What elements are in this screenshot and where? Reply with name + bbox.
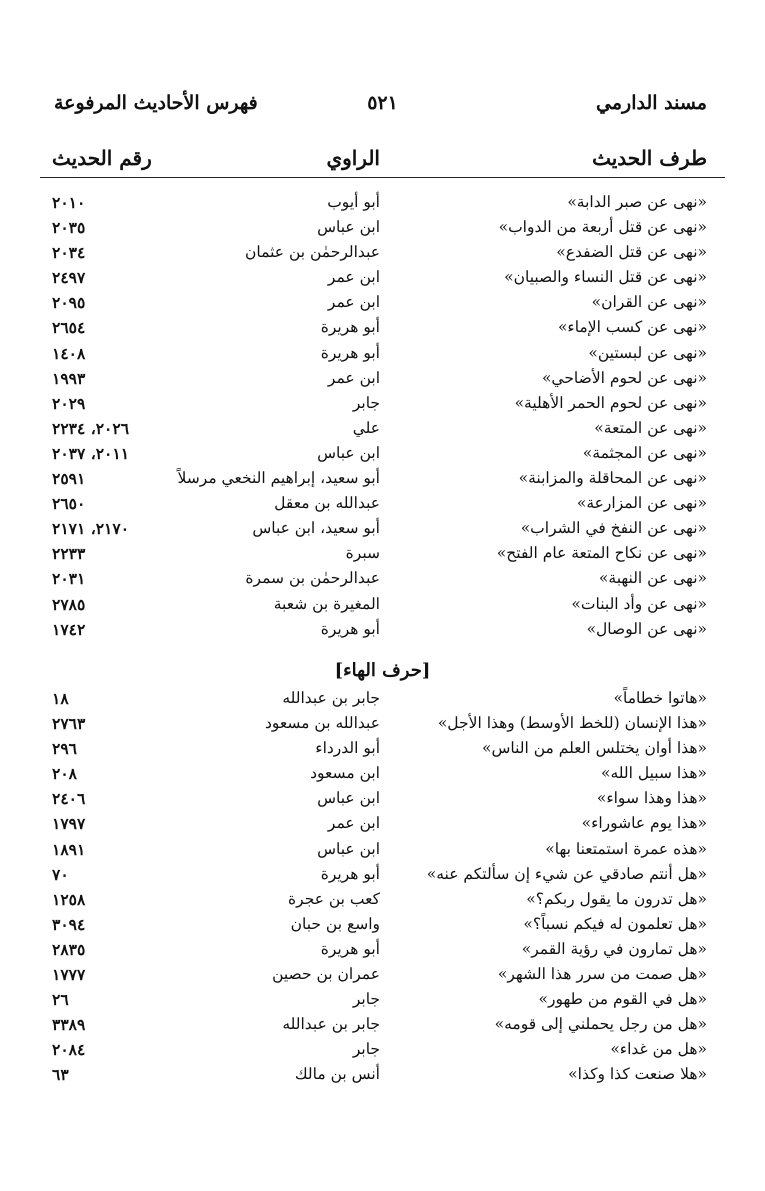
hadith-number: ٣٣٨٩ <box>52 1015 86 1035</box>
hadith-number: ١٨٩١ <box>52 839 86 859</box>
hadith-text: «هذا يوم عاشوراء» <box>581 814 707 833</box>
hadith-number: ٢٩٦ <box>52 739 77 759</box>
hadith-text: «نهى عن القران» <box>591 293 707 312</box>
entry-row <box>40 443 725 468</box>
hadith-number: ٢٠٩٥ <box>52 293 86 313</box>
hadith-text: «نهى عن كسب الإماء» <box>557 318 707 337</box>
hadith-number: ٢٤٩٧ <box>52 268 86 288</box>
hadith-number: ١٤٠٨ <box>52 343 86 363</box>
hadith-text: «هذه عمرة استمتعنا بها» <box>545 839 707 858</box>
hadith-text: «هل أنتم صادقي عن شيء إن سألتكم عنه» <box>426 864 707 883</box>
book-title: مسند الدارمي <box>596 92 707 114</box>
narrator: عبدالله بن معقل <box>274 494 380 513</box>
hadith-number: ٢٨٣٥ <box>52 939 86 959</box>
narrator: ابن عباس <box>317 839 380 858</box>
narrator: جابر <box>352 1040 380 1059</box>
entry-row <box>40 788 725 813</box>
hadith-number: ٢٥٩١ <box>52 469 86 489</box>
entry-row <box>40 292 725 317</box>
entry-row <box>40 418 725 443</box>
hadith-number: ٢٠١٠ <box>52 193 86 212</box>
hadith-number: ٢٢٣٣ <box>52 544 86 564</box>
page-number: ٥٢١ <box>367 92 398 114</box>
column-headers <box>40 143 725 178</box>
hadith-number: ٣٠٩٤ <box>52 914 86 934</box>
entry-row <box>40 493 725 518</box>
entry-row <box>40 964 725 989</box>
hadith-number: ١٩٩٣ <box>52 368 86 388</box>
running-head <box>40 92 725 126</box>
entry-row <box>40 368 725 393</box>
hadith-text: «هاتوا خطاماً» <box>613 689 707 707</box>
narrator: أبو هريرة <box>320 864 380 883</box>
hadith-number: ١٨ <box>52 689 69 708</box>
column-header-number: رقم الحديث <box>52 146 152 170</box>
hadith-text: «هل في القوم من طهور» <box>538 990 707 1009</box>
hadith-text: «نهى عن الوصال» <box>586 619 707 638</box>
hadith-text: «هل تدرون ما يقول ربكم؟» <box>526 889 707 908</box>
entry-row <box>40 568 725 593</box>
hadith-number: ٢٧٦٣ <box>52 714 86 734</box>
narrator: سبرة <box>345 544 380 563</box>
narrator: عبدالله بن مسعود <box>264 714 380 733</box>
entry-row <box>40 813 725 838</box>
narrator: أنس بن مالك <box>294 1065 380 1084</box>
narrator: كعب بن عجرة <box>288 889 380 908</box>
narrator: عبدالرحمٰن بن سمرة <box>245 569 380 588</box>
narrator: أبو هريرة <box>320 343 380 362</box>
hadith-text: «نهى عن المجثمة» <box>582 443 707 462</box>
hadith-number: ١٢٥٨ <box>52 889 86 909</box>
narrator: أبو سعيد، ابن عباس <box>252 519 380 538</box>
column-header-hadith: طرف الحديث <box>592 146 707 170</box>
hadith-text: «هل من غداء» <box>610 1040 707 1059</box>
hadith-text: «نهى عن لحوم الحمر الأهلية» <box>514 393 707 412</box>
entry-row <box>40 939 725 964</box>
hadith-number: ٢٠٣١ <box>52 569 86 589</box>
entry-row <box>40 864 725 889</box>
entry-row <box>40 518 725 543</box>
hadith-text: «نهى عن المحاقلة والمزابنة» <box>518 469 707 488</box>
hadith-number: ١٧٤٢ <box>52 619 86 639</box>
hadith-text: «نهى عن لحوم الأضاحي» <box>541 368 707 387</box>
narrator: المغيرة بن شعبة <box>273 594 380 613</box>
index-title: فهرس الأحاديث المرفوعة <box>54 92 258 114</box>
entries-list-ha <box>40 688 725 1090</box>
narrator: ابن عباس <box>317 789 380 808</box>
entry-row <box>40 543 725 568</box>
hadith-number: ١٧٧٧ <box>52 965 86 985</box>
hadith-text: «نهى عن قتل الضفدع» <box>556 243 707 262</box>
hadith-text: «نهى عن النفخ في الشراب» <box>520 519 707 538</box>
entry-row <box>40 267 725 292</box>
entries-list-nun <box>40 192 725 644</box>
hadith-number: ٢٠٣٤ <box>52 243 86 263</box>
narrator: أبو هريرة <box>320 939 380 958</box>
narrator: أبو هريرة <box>320 318 380 337</box>
entry-row <box>40 192 725 217</box>
entry-row <box>40 594 725 619</box>
narrator: جابر بن عبدالله <box>282 1015 380 1034</box>
narrator: جابر <box>352 990 380 1009</box>
hadith-number: ٦٣ <box>52 1065 69 1085</box>
hadith-text: «نهى عن نكاح المتعة عام الفتح» <box>496 544 707 563</box>
hadith-text: «نهى عن صبر الدابة» <box>567 193 707 211</box>
hadith-text: «نهى عن المتعة» <box>594 418 707 437</box>
entry-row <box>40 1039 725 1064</box>
hadith-number: ٢٧٨٥ <box>52 594 86 614</box>
narrator: أبو هريرة <box>320 619 380 638</box>
entry-row <box>40 713 725 738</box>
hadith-text: «هذا وهذا سواء» <box>596 789 707 808</box>
hadith-number: ٢٠٨ <box>52 764 77 784</box>
entry-row <box>40 393 725 418</box>
hadith-number: ٢٠٢٦، ٢٢٣٤ <box>52 418 130 438</box>
hadith-text: «هذا أوان يختلس العلم من الناس» <box>482 739 707 758</box>
narrator: ابن عمر <box>327 268 380 287</box>
hadith-text: «هل من رجل يحملني إلى قومه» <box>494 1015 707 1034</box>
narrator: أبو أيوب <box>327 193 380 211</box>
narrator: عبدالرحمٰن بن عثمان <box>245 243 380 262</box>
narrator: ابن عمر <box>327 368 380 387</box>
hadith-text: «هذا سبيل الله» <box>601 764 707 783</box>
hadith-number: ١٧٩٧ <box>52 814 86 834</box>
entry-row <box>40 1064 725 1089</box>
hadith-text: «هذا الإنسان (للخط الأوسط) وهذا الأجل» <box>437 714 707 733</box>
hadith-text: «نهى عن المزارعة» <box>576 494 707 513</box>
entry-row <box>40 1014 725 1039</box>
hadith-text: «نهى عن قتل أربعة من الدواب» <box>498 218 707 237</box>
hadith-text: «نهى عن لبستين» <box>588 343 707 362</box>
hadith-number: ٢١٧٠، ٢١٧١ <box>52 519 130 539</box>
hadith-number: ٢٠١١، ٢٠٣٧ <box>52 443 130 463</box>
entry-row <box>40 763 725 788</box>
entry-row <box>40 468 725 493</box>
hadith-number: ٢٦٥٠ <box>52 494 86 514</box>
hadith-text: «هل تعلمون له فيكم نسباً؟» <box>523 914 707 933</box>
entry-row <box>40 688 725 713</box>
narrator: عمران بن حصين <box>272 965 380 984</box>
hadith-number: ٢٠٣٥ <box>52 218 86 238</box>
hadith-text: «هل تمارون في رؤية القمر» <box>521 939 707 958</box>
entry-row <box>40 738 725 763</box>
narrator: أبو الدرداء <box>315 739 380 758</box>
hadith-text: «نهى عن قتل النساء والصبيان» <box>504 268 707 287</box>
entry-row <box>40 914 725 939</box>
narrator: ابن عمر <box>327 814 380 833</box>
narrator: ابن عباس <box>317 443 380 462</box>
entry-row <box>40 989 725 1014</box>
narrator: ابن مسعود <box>310 764 380 783</box>
section-title-ha: [حرف الهاء] <box>334 660 431 681</box>
entry-row <box>40 839 725 864</box>
hadith-number: ٢٠٨٤ <box>52 1040 86 1060</box>
hadith-number: ٢٦ <box>52 990 69 1010</box>
hadith-number: ٢٤٠٦ <box>52 789 86 809</box>
narrator: ابن عباس <box>317 218 380 237</box>
hadith-text: «هل صمت من سرر هذا الشهر» <box>497 965 707 984</box>
entry-row <box>40 217 725 242</box>
narrator: علي <box>352 418 380 437</box>
narrator: واسع بن حبان <box>290 914 380 933</box>
hadith-number: ٢٠٢٩ <box>52 393 86 413</box>
entry-row <box>40 317 725 342</box>
narrator: أبو سعيد، إبراهيم النخعي مرسلاً <box>177 469 380 488</box>
narrator: جابر بن عبدالله <box>282 689 380 707</box>
narrator: ابن عمر <box>327 293 380 312</box>
hadith-text: «نهى عن النهبة» <box>598 569 707 588</box>
hadith-number: ٢٦٥٤ <box>52 318 86 338</box>
entry-row <box>40 343 725 368</box>
hadith-number: ٧٠ <box>52 864 69 884</box>
hadith-text: «هلا صنعت كذا وكذا» <box>568 1065 707 1084</box>
column-header-narrator: الراوي <box>326 146 380 170</box>
hadith-text: «نهى عن وأد البنات» <box>571 594 707 613</box>
entry-row <box>40 242 725 267</box>
entry-row <box>40 889 725 914</box>
entry-row <box>40 619 725 644</box>
narrator: جابر <box>352 393 380 412</box>
